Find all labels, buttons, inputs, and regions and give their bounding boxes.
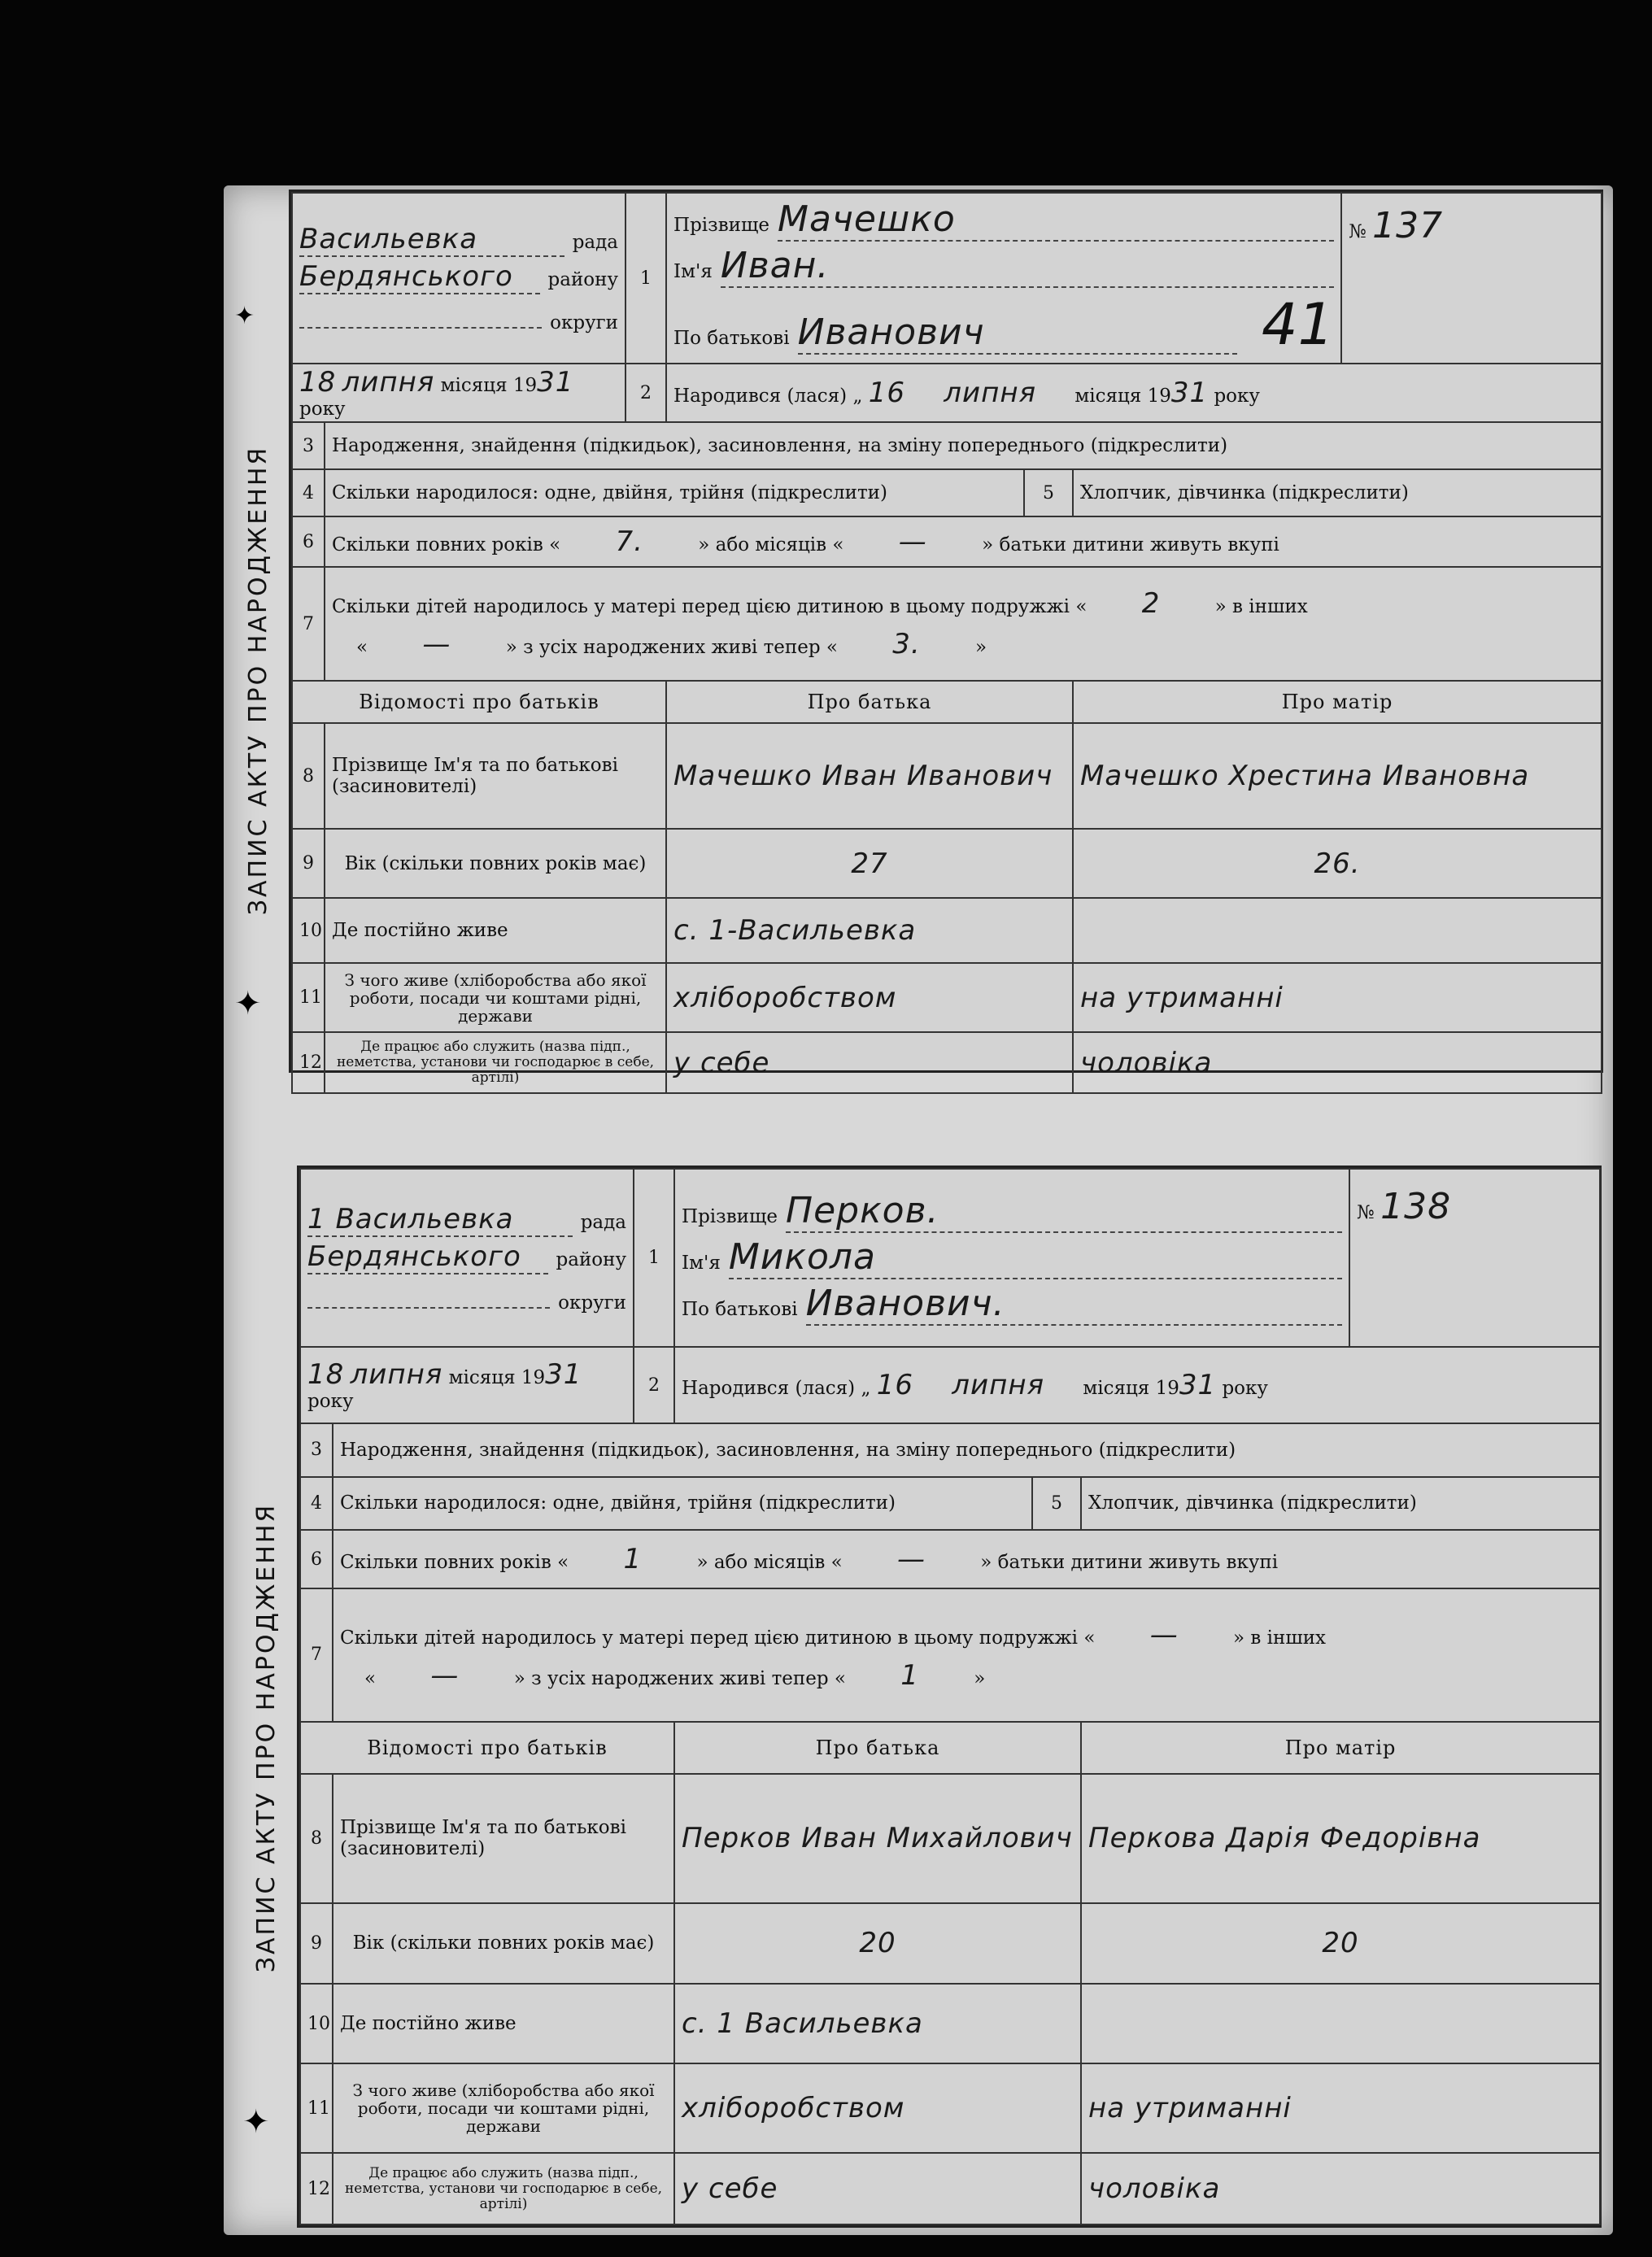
table-row	[300, 2153, 1600, 2224]
father-header: Про батька	[666, 681, 1073, 723]
table-row	[292, 829, 1602, 898]
father-value: Мачешко Иван Иванович	[666, 723, 1073, 829]
reg-year: 31	[545, 1358, 582, 1392]
row-number: 5	[1024, 469, 1073, 516]
birth-type-text: Народження, знайдення (підкидьок), засиновлення, на зміну попереднього (підкреслити)	[325, 422, 1602, 469]
record-number-value: 138	[1380, 1186, 1452, 1227]
row-number: 7	[292, 567, 325, 681]
mother-value: чоловіка	[1073, 1032, 1602, 1093]
father-value: с. 1 Васильевка	[674, 1984, 1081, 2064]
children-before-label: Скільки дітей народилось у матері перед цією дитиною в цьому подружжі «	[340, 1627, 1096, 1649]
parent-field-label: Де постійно живе	[325, 898, 666, 963]
months-label: » або місяців «	[696, 1552, 843, 1573]
side-title: ЗАПИС АКТУ ПРО НАРОДЖЕННЯ	[244, 445, 273, 915]
okruh-value	[299, 298, 542, 329]
children-alive-label: » з усіх народжених живі тепер «	[513, 1667, 846, 1689]
registry-block	[300, 1169, 634, 1347]
table-row	[300, 2063, 1600, 2153]
children-other-label: » в інших	[1233, 1627, 1327, 1649]
surname-label: Прізвище	[673, 215, 769, 236]
surname-value: Перков.	[786, 1190, 1342, 1233]
parent-field-label: З чого живе (хліборобства або якої роботи, посади чи коштами рідні, держави	[325, 963, 666, 1032]
row-number: 12	[300, 2153, 333, 2224]
mother-value: Мачешко Хрестина Ивановна	[1073, 723, 1602, 829]
months-value: —	[896, 1543, 926, 1575]
star-mark-icon: ✦	[242, 2103, 270, 2141]
birth-count-text: Скільки народилося: одне, двійня, трійня (підкреслити)	[325, 469, 1024, 516]
parent-field-label: Вік (скільки повних років має)	[333, 1903, 674, 1984]
extra-number: 41	[1261, 291, 1335, 358]
rada-value: 1 Васильевка	[307, 1203, 573, 1237]
father-value: у себе	[666, 1032, 1073, 1093]
born-label: Народився (лася) „	[682, 1378, 871, 1400]
rayon-value: Бердянського	[299, 260, 540, 294]
reg-year-label: року	[299, 399, 346, 420]
name-label: Ім'я	[673, 261, 713, 282]
father-value: 27	[666, 829, 1073, 898]
children-other-value: —	[430, 1658, 460, 1692]
rada-label: рада	[572, 232, 619, 253]
children-alive-value: 3.	[892, 628, 921, 660]
birth-day: 16	[876, 1369, 913, 1402]
mother-value: на утриманні	[1081, 2063, 1600, 2153]
parents-col-header: Відомості про батьків	[300, 1722, 674, 1774]
years-value: 7.	[615, 525, 643, 558]
patronymic-label: По батькові	[682, 1299, 798, 1321]
years-value: 1	[623, 1543, 643, 1575]
children-other-label: » в інших	[1214, 596, 1308, 617]
sex-text: Хлопчик, дівчинка (підкреслити)	[1081, 1477, 1600, 1531]
previous-children-row	[333, 1588, 1600, 1723]
parents-together-row	[333, 1530, 1600, 1588]
parent-field-label: З чого живе (хліборобства або якої роботи, посади чи коштами рідні, держави	[333, 2063, 674, 2153]
father-value: хліборобством	[674, 2063, 1081, 2153]
row-number: 2	[634, 1347, 674, 1423]
parent-field-label: Прізвище Ім'я та по батькові (засиновителі)	[333, 1774, 674, 1903]
patronymic-value: Иванович	[798, 312, 1237, 355]
rayon-label: району	[556, 1248, 627, 1270]
birth-count-text: Скільки народилося: одне, двійня, трійня (підкреслити)	[333, 1477, 1032, 1531]
star-mark-icon: ✦	[234, 302, 255, 330]
row-number: 10	[300, 1984, 333, 2064]
registration-date	[300, 1347, 634, 1423]
quote-open: «	[364, 1667, 377, 1689]
record-table	[291, 192, 1602, 1094]
quote-close: »	[975, 637, 987, 658]
birth-type-text: Народження, знайдення (підкидьок), засиновлення, на зміну попереднього (підкреслити)	[333, 1423, 1600, 1477]
registry-block	[292, 193, 625, 364]
birth-year-label: року	[1214, 386, 1260, 407]
mother-value: на утриманні	[1073, 963, 1602, 1032]
months-label: » або місяців «	[698, 534, 844, 556]
birth-year-label: року	[1222, 1378, 1268, 1400]
parents-together-row	[325, 516, 1602, 567]
table-row	[292, 963, 1602, 1032]
children-alive-label: » з усіх народжених живі тепер «	[505, 637, 838, 658]
reg-month: липня	[350, 1358, 443, 1392]
name-value: Иван.	[721, 245, 1334, 288]
table-row	[292, 1032, 1602, 1093]
child-name-block	[666, 193, 1341, 364]
father-value: 20	[674, 1903, 1081, 1984]
parent-field-label: Вік (скільки повних років має)	[325, 829, 666, 898]
birth-month: липня	[944, 377, 1037, 409]
row-number: 3	[292, 422, 325, 469]
mother-value: 26.	[1073, 829, 1602, 898]
record-number-label: №	[1357, 1202, 1375, 1223]
row-number: 11	[292, 963, 325, 1032]
record-number-label: №	[1349, 221, 1366, 242]
quote-open: «	[356, 637, 368, 658]
parents-col-header: Відомості про батьків	[292, 681, 666, 723]
birth-day: 16	[868, 377, 905, 409]
row-number: 9	[292, 829, 325, 898]
birth-record-form-1	[234, 190, 1603, 1086]
table-row	[292, 723, 1602, 829]
years-label: Скільки повних років «	[340, 1552, 569, 1573]
registration-date	[292, 364, 625, 422]
row-number: 12	[292, 1032, 325, 1093]
months-value: —	[898, 525, 927, 558]
reg-month: липня	[342, 366, 435, 399]
row-number: 5	[1032, 1477, 1081, 1531]
birth-year: 31	[1179, 1369, 1217, 1402]
row-number: 2	[625, 364, 666, 422]
birth-month-label: місяця 19	[1083, 1378, 1179, 1400]
together-label: » батьки дитини живуть вкупі	[980, 1552, 1279, 1573]
birth-date	[674, 1347, 1600, 1423]
children-before-label: Скільки дітей народилось у матері перед цією дитиною в цьому подружжі «	[332, 596, 1088, 617]
together-label: » батьки дитини живуть вкупі	[982, 534, 1279, 556]
table-row	[300, 1903, 1600, 1984]
table-row	[300, 1984, 1600, 2064]
birth-record-form-2	[242, 1166, 1602, 2228]
mother-value	[1073, 898, 1602, 963]
row-number: 10	[292, 898, 325, 963]
sex-text: Хлопчик, дівчинка (підкреслити)	[1073, 469, 1602, 516]
row-number: 4	[300, 1477, 333, 1531]
okruh-label: округи	[550, 312, 619, 333]
surname-value: Мачешко	[778, 198, 1334, 242]
father-value: у себе	[674, 2153, 1081, 2224]
years-label: Скільки повних років «	[332, 534, 561, 556]
mother-value	[1081, 1984, 1600, 2064]
birth-month-label: місяця 19	[1074, 386, 1171, 407]
reg-month-label: місяця 19	[440, 375, 538, 396]
record-number-box	[1341, 193, 1602, 364]
reg-day: 18	[307, 1358, 345, 1392]
row-number: 1	[634, 1169, 674, 1347]
father-value: Перков Иван Михайлович	[674, 1774, 1081, 1903]
birth-year: 31	[1170, 377, 1209, 409]
rayon-label: району	[547, 269, 619, 290]
row-number: 11	[300, 2063, 333, 2153]
parent-field-label: Де постійно живе	[333, 1984, 674, 2064]
row-number: 7	[300, 1588, 333, 1723]
reg-day: 18	[299, 366, 337, 399]
row-number: 1	[625, 193, 666, 364]
okruh-value	[307, 1278, 550, 1309]
quote-close: »	[974, 1667, 986, 1689]
birth-date	[666, 364, 1602, 422]
parent-field-label: Де працює або служить (назва підп., неметства, установи чи господарює в себе, артілі)	[333, 2153, 674, 2224]
okruh-label: округи	[558, 1292, 627, 1314]
children-other-value: —	[422, 628, 451, 660]
row-number: 6	[292, 516, 325, 567]
mother-value: чоловіка	[1081, 2153, 1600, 2224]
row-number: 9	[300, 1903, 333, 1984]
record-number-box	[1349, 1169, 1600, 1347]
born-label: Народився (лася) „	[673, 386, 863, 407]
birth-month: липня	[952, 1369, 1045, 1402]
row-number: 3	[300, 1423, 333, 1477]
rayon-value: Бердянського	[307, 1240, 548, 1274]
children-before-value: 2	[1141, 587, 1161, 620]
name-label: Ім'я	[682, 1253, 721, 1274]
reg-month-label: місяця 19	[448, 1367, 546, 1389]
father-header: Про батька	[674, 1722, 1081, 1774]
row-number: 8	[300, 1774, 333, 1903]
surname-label: Прізвище	[682, 1206, 778, 1228]
reg-year: 31	[537, 366, 574, 399]
parent-field-label: Де працює або служить (назва підп., неметства, установи чи господарює в себе, артілі)	[325, 1032, 666, 1093]
patronymic-value: Иванович.	[806, 1283, 1342, 1326]
mother-value: 20	[1081, 1903, 1600, 1984]
child-name-block	[674, 1169, 1349, 1347]
previous-children-row	[325, 567, 1602, 681]
side-title: ЗАПИС АКТУ ПРО НАРОДЖЕННЯ	[252, 1502, 281, 1972]
row-number: 4	[292, 469, 325, 516]
father-value: хліборобством	[666, 963, 1073, 1032]
document-sheet	[224, 185, 1613, 2235]
patronymic-label: По батькові	[673, 328, 790, 349]
name-value: Микола	[729, 1236, 1342, 1279]
rada-value: Васильевка	[299, 223, 564, 257]
table-row	[300, 1774, 1600, 1903]
star-mark-icon: ✦	[234, 985, 262, 1022]
table-row	[292, 898, 1602, 963]
parent-field-label: Прізвище Ім'я та по батькові (засиновителі)	[325, 723, 666, 829]
children-alive-value: 1	[900, 1658, 919, 1692]
mother-header: Про матір	[1073, 681, 1602, 723]
reg-year-label: року	[307, 1391, 354, 1413]
mother-value: Перкова Дарія Федорівна	[1081, 1774, 1600, 1903]
rada-label: рада	[580, 1211, 627, 1233]
children-before-value: —	[1149, 1618, 1179, 1651]
row-number: 8	[292, 723, 325, 829]
record-number-value: 137	[1372, 205, 1444, 246]
row-number: 6	[300, 1530, 333, 1588]
mother-header: Про матір	[1081, 1722, 1600, 1774]
record-table	[299, 1168, 1601, 2225]
father-value: с. 1-Васильевка	[666, 898, 1073, 963]
